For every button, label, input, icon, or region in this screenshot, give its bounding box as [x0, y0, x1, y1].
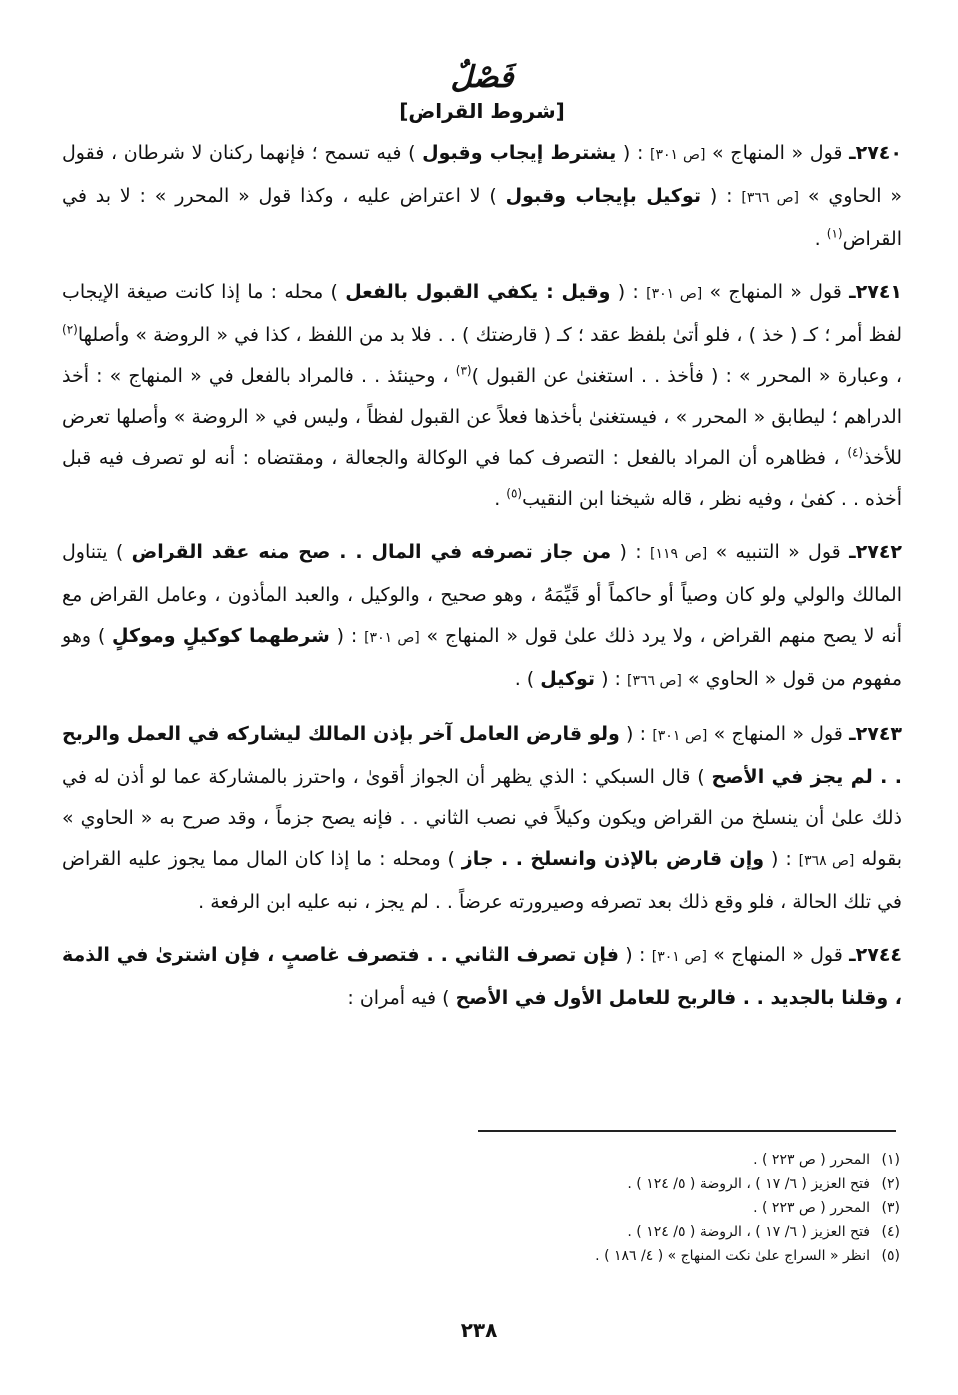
paragraph-text [62, 541, 902, 690]
footnote-marker: (٣) [455, 363, 472, 378]
quoted-text: توكيل بإيجاب وقبول [505, 185, 701, 207]
footnote-text: فتح العزيز ( ٦/ ١٧ ) ، الروضة ( ٥/ ١٢٤ ) . [627, 1176, 870, 1192]
commentary-text: : ( [595, 668, 627, 690]
quoted-text: فإن تصرف الثاني . . فتصرف غاصبٍ ، فإن اشترىٰ في الذمة ، وقلنا بالجديد . . فالربح للعامل الأول في الأصح [62, 944, 902, 1009]
commentary-text: . [494, 488, 507, 510]
commentary-text: : ( [701, 185, 742, 207]
paragraph-number: ٢٧٤٢ـ [849, 541, 903, 563]
commentary-text: قول « المنهاج » [707, 723, 850, 745]
commentary-text: ) فيه تسمح ؛ فإنهما ركنان لا شرطان ، فقول « الحاوي » [62, 142, 902, 207]
page-reference: [ص ٣٦٨] [798, 853, 855, 869]
paragraph-text [62, 723, 902, 913]
chapter-ornament [62, 60, 902, 95]
quoted-text: ولو قارض العامل آخر بإذن المالك ليشاركه في العمل والربح . . لم يجز في الأصح [62, 723, 902, 788]
commentary-text: ، وعبارة « المحرر » : ( فأخذ . . استغنىٰ عن القبول ) [471, 365, 902, 387]
paragraph [62, 272, 902, 520]
paragraph-text [62, 944, 902, 1009]
footnote-text: فتح العزيز ( ٦/ ١٧ ) ، الروضة ( ٥/ ١٢٤ ) . [627, 1224, 870, 1240]
page-reference: [ص ٣٦٦] [627, 673, 682, 689]
page-reference: [ص ٣٠١] [652, 728, 708, 744]
footnote-divider [478, 1130, 896, 1132]
footnote-number: (٣) [881, 1200, 900, 1216]
commentary-text: ، فظاهره أن المراد بالفعل : التصرف كما في الوكالة والجعالة ، ومقتضاه : أنه لو تصرف فيه قبل أخذه . . كفىٰ ، وفيه نظر ، قاله شيخنا ابن النقيب [62, 447, 902, 510]
commentary-text: ) لا اعتراض عليه ، وكذا قول « المحرر » : لا بد في القراض [62, 185, 902, 250]
footnotes [60, 1148, 900, 1268]
quoted-text: وقيل : يكفي القبول بالفعل [345, 281, 611, 303]
footnote [60, 1172, 900, 1196]
footnote-number: (٢) [881, 1176, 900, 1192]
footnote-marker: (١) [826, 226, 843, 241]
section-title: [شروط القراض] [399, 99, 565, 123]
footnote-number: (٤) [881, 1224, 900, 1240]
commentary-text: : ( [616, 142, 650, 164]
quoted-text: توكيل [540, 668, 596, 690]
quoted-text: من جاز تصرفه في المال . . صح منه عقد القراض [131, 541, 612, 563]
page-reference: [ص ٣٠١] [651, 949, 707, 965]
commentary-text: : ( [764, 848, 799, 870]
page-body [62, 60, 902, 1031]
footnote-marker: (٢) [62, 322, 78, 337]
commentary-text: ) وهو مفهوم من قول « الحاوي » [62, 625, 902, 690]
commentary-text: قول « المنهاج » [702, 281, 850, 303]
paragraph-number: ٢٧٤٣ـ [849, 723, 903, 745]
paragraph-number: ٢٧٤٠ـ [849, 142, 902, 164]
commentary-text: ) محله : ما إذا كانت صيغة الإيجاب لفظ أمر ؛ كـ ( خذ ) ، فلو أتىٰ بلفظ عقد ؛ كـ ( قارضتك ) . . فلا بد من اللفظ ، كذا في « الروضة » وأصلها [62, 281, 902, 346]
commentary-text: : ( [619, 723, 653, 745]
footnote-number: (٥) [881, 1248, 900, 1264]
quoted-text: يشترط إيجاب وقبول [422, 142, 617, 164]
page-reference: [ص ٣٠١] [364, 630, 420, 646]
commentary-text: ) فيه أمران : [347, 987, 456, 1009]
commentary-text: ) قال السبكي : الذي يظهر أن الجواز أقوىٰ ، واحترز بالمشاركة عما لو أذن له في ذلك علىٰ أن ينسلخ من القراض ويكون وكيلاً في نصب الثاني . . فإنه يصح جزماً ، وقد صرح به « الحاوي » بقوله [62, 766, 903, 870]
commentary-text: . [814, 228, 827, 250]
paragraph [62, 133, 902, 260]
footnote [60, 1220, 900, 1244]
page-reference: [ص ١١٩] [650, 546, 708, 562]
commentary-text: قول « التنبيه » [707, 541, 850, 563]
paragraph-number: ٢٧٤٤ـ [849, 944, 903, 966]
commentary-text: : ( [618, 944, 652, 966]
commentary-text: : ( [610, 281, 647, 303]
page-number: ٢٣٨ [460, 1318, 498, 1342]
commentary-text: ، وحينئذ . . فالمراد بالفعل في « المنهاج » : أخذ الدراهم ؛ ليطابق « المحرر » ، فيستغنىٰ بأخذها فعلاً عن القبول لفظاً ، وليس في « الروضة » وأصلها تعرض للأخذ [62, 365, 902, 469]
paragraph [62, 935, 902, 1019]
paragraph [62, 532, 902, 702]
commentary-text: قول « المنهاج » [706, 944, 850, 966]
paragraph-text [62, 142, 902, 250]
page-reference: [ص ٣٦٦] [741, 190, 800, 206]
footnote-text: المحرر ( ص ٢٢٣ ) . [753, 1152, 870, 1168]
footnote [60, 1148, 900, 1172]
page-reference: [ص ٣٠١] [646, 286, 703, 302]
quoted-text: وإن قارض بالإذن وانسلخ . . جاز [461, 848, 765, 870]
footnote [60, 1196, 900, 1220]
quoted-text: شرطهما كوكيلٍ وموكلٍ [112, 625, 330, 647]
footnote-marker: (٥) [506, 486, 523, 501]
commentary-text: ) يتناول المالك والولي ولو كان وصياً أو حاكماً أو قَيِّمَهُ ، وهو صحيح ، والوكيل ، والعبد المأذون ، وعامل القراض مع أنه لا يصح منهم القراض ، ولا يرد ذلك علىٰ قول « المنهاج » [62, 541, 902, 647]
footnote-number: (١) [881, 1152, 900, 1168]
commentary-text: ) ومحله : ما إذا كان المال مما يجوز عليه القراض في تلك الحالة ، فلو وقع ذلك بعد تصرفه وصيرورته عرضاً . . لم يجز ، نبه عليه ابن الرفعة . [62, 848, 902, 913]
commentary-text: ) . [514, 668, 541, 690]
paragraph [62, 714, 902, 923]
page-reference: [ص ٣٠١] [649, 147, 706, 163]
commentary-text: قول « المنهاج » [705, 142, 850, 164]
footnote-text: المحرر ( ص ٢٢٣ ) . [753, 1200, 870, 1216]
commentary-text: : ( [329, 625, 365, 647]
footnote [60, 1244, 900, 1268]
commentary-text: : ( [611, 541, 651, 563]
footnote-marker: (٤) [847, 445, 864, 460]
paragraphs [62, 133, 902, 1019]
paragraph-text [62, 281, 902, 510]
chapter-ornament-text: فَصْلٌ [450, 60, 514, 95]
footnote-text: انظر « السراج علىٰ نكت المنهاج » ( ٤/ ١٨٦ ) . [595, 1248, 870, 1264]
paragraph-number: ٢٧٤١ـ [849, 281, 903, 303]
